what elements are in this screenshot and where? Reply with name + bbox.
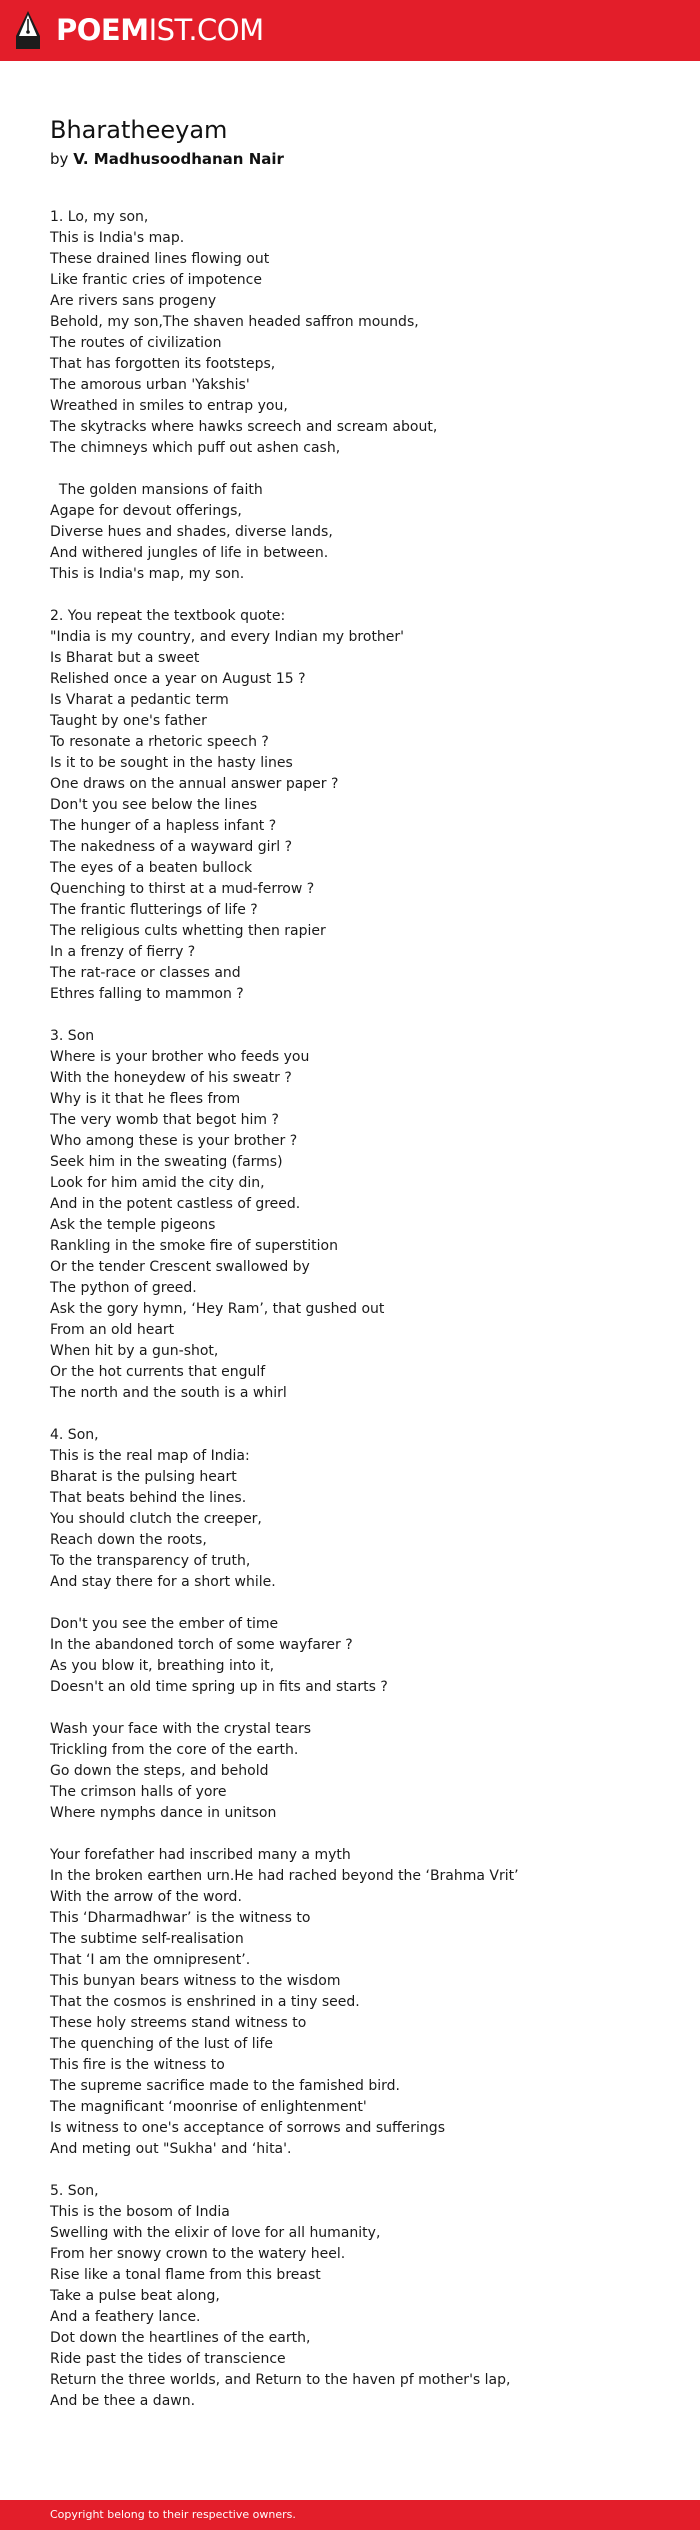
poem-line: Your forefather had inscribed many a myth xyxy=(50,1847,351,1863)
logo-bold-text: POEM xyxy=(56,13,149,47)
poem-line: This is the bosom of India xyxy=(50,2204,230,2220)
poem-line: This bunyan bears witness to the wisdom xyxy=(50,1973,341,1989)
poem-line: Look for him amid the city din, xyxy=(50,1175,265,1191)
logo-wordmark xyxy=(56,10,264,50)
by-label: by xyxy=(50,150,69,168)
poem-line: And in the potent castless of greed. xyxy=(50,1196,301,1212)
poem-body xyxy=(50,207,670,2412)
poem-line: The hunger of a hapless infant ? xyxy=(50,818,277,834)
poem-line: And stay there for a short while. xyxy=(50,1574,276,1590)
poem-line: To resonate a rhetoric speech ? xyxy=(50,734,269,750)
poem-line: The quenching of the lust of life xyxy=(50,2036,274,2052)
poem-line: The religious cults whetting then rapier xyxy=(50,923,326,939)
poem-line: Or the tender Crescent swallowed by xyxy=(50,1259,310,1275)
poem-line: Is Bharat but a sweet xyxy=(50,650,200,666)
poem-line: 3. Son xyxy=(50,1028,95,1044)
poem-line: With the honeydew of his sweatr ? xyxy=(50,1070,292,1086)
poem-line: The rat-race or classes and xyxy=(50,965,241,981)
poem-line: Agape for devout offerings, xyxy=(50,503,242,519)
poem-line: And be thee a dawn. xyxy=(50,2393,196,2409)
poem-line: Who among these is your brother ? xyxy=(50,1133,298,1149)
poem-line: The subtime self-realisation xyxy=(50,1931,244,1947)
poem-line: 1. Lo, my son, xyxy=(50,209,149,225)
poem-line: Doesn't an old time spring up in fits and starts ? xyxy=(50,1679,388,1695)
poem-line: The golden mansions of faith xyxy=(50,482,263,498)
stanza xyxy=(50,1026,670,1404)
poem-line: Behold, my son,The shaven headed saffron mounds, xyxy=(50,314,419,330)
poem-line: Go down the steps, and behold xyxy=(50,1763,269,1779)
poem-line: This is India's map. xyxy=(50,230,185,246)
poem-line: In the abandoned torch of some wayfarer ? xyxy=(50,1637,353,1653)
poem-line: Don't you see below the lines xyxy=(50,797,257,813)
poem-line: That has forgotten its footsteps, xyxy=(50,356,276,372)
poem-line: This fire is the witness to xyxy=(50,2057,225,2073)
poem-line: Is witness to one's acceptance of sorrows and sufferings xyxy=(50,2120,445,2136)
poem-line: These holy streems stand witness to xyxy=(50,2015,307,2031)
poem-line: You should clutch the creeper, xyxy=(50,1511,262,1527)
poem-line: 4. Son, xyxy=(50,1427,99,1443)
poem-line: The routes of civilization xyxy=(50,335,222,351)
poem-line: Return the three worlds, and Return to the haven pf mother's lap, xyxy=(50,2372,511,2388)
stanza xyxy=(50,1719,670,1824)
poem-line: These drained lines flowing out xyxy=(50,251,270,267)
poem-line: With the arrow of the word. xyxy=(50,1889,242,1905)
poem-line: Why is it that he flees from xyxy=(50,1091,241,1107)
poem-line: To the transparency of truth, xyxy=(50,1553,251,1569)
poem-line: In a frenzy of fierry ? xyxy=(50,944,196,960)
poem-line: And meting out "Sukha' and ‘hita'. xyxy=(50,2141,292,2157)
poem-line: The frantic flutterings of life ? xyxy=(50,902,258,918)
poem-line: That the cosmos is enshrined in a tiny seed. xyxy=(50,1994,360,2010)
poem-line: Where is your brother who feeds you xyxy=(50,1049,310,1065)
poem-line: Where nymphs dance in unitson xyxy=(50,1805,277,1821)
poem-line: The very womb that begot him ? xyxy=(50,1112,279,1128)
poem-line: Reach down the roots, xyxy=(50,1532,207,1548)
poem-line: As you blow it, breathing into it, xyxy=(50,1658,275,1674)
quill-nib-icon xyxy=(14,10,42,50)
poem-content xyxy=(50,115,670,2433)
poem-line: The supreme sacrifice made to the famished bird. xyxy=(50,2078,400,2094)
poem-line: This is the real map of India: xyxy=(50,1448,250,1464)
poem-line: 2. You repeat the textbook quote: xyxy=(50,608,286,624)
poem-line: Take a pulse beat along, xyxy=(50,2288,220,2304)
poem-line: And withered jungles of life in between. xyxy=(50,545,329,561)
poem-line: Diverse hues and shades, diverse lands, xyxy=(50,524,333,540)
byline xyxy=(50,149,670,169)
author-link[interactable]: V. Madhusoodhanan Nair xyxy=(73,150,284,168)
poem-line: The eyes of a beaten bullock xyxy=(50,860,253,876)
poem-line: Taught by one's father xyxy=(50,713,207,729)
poem-line: The crimson halls of yore xyxy=(50,1784,227,1800)
poem-line: Rankling in the smoke fire of superstition xyxy=(50,1238,338,1254)
poem-line: Ride past the tides of transcience xyxy=(50,2351,286,2367)
stanza xyxy=(50,1425,670,1593)
poem-line: Dot down the heartlines of the earth, xyxy=(50,2330,311,2346)
poem-line: The nakedness of a wayward girl ? xyxy=(50,839,293,855)
poem-line: That ‘I am the omnipresent’. xyxy=(50,1952,251,1968)
poem-line: The north and the south is a whirl xyxy=(50,1385,287,1401)
poem-line: And a feathery lance. xyxy=(50,2309,201,2325)
stanza xyxy=(50,480,670,585)
poem-line: When hit by a gun-shot, xyxy=(50,1343,219,1359)
poem-line: That beats behind the lines. xyxy=(50,1490,247,1506)
poem-line: Like frantic cries of impotence xyxy=(50,272,262,288)
poem-line: The chimneys which puff out ashen cash, xyxy=(50,440,341,456)
poem-line: Wreathed in smiles to entrap you, xyxy=(50,398,288,414)
top-bar xyxy=(0,0,700,61)
poem-line: Or the hot currents that engulf xyxy=(50,1364,266,1380)
copyright-text: Copyright belong to their respective owners. xyxy=(50,2508,296,2521)
stanza xyxy=(50,1845,670,2160)
poem-line: Don't you see the ember of time xyxy=(50,1616,279,1632)
poem-line: The magnificant ‘moonrise of enlightenment' xyxy=(50,2099,367,2115)
poem-line: Is it to be sought in the hasty lines xyxy=(50,755,293,771)
poem-line: The amorous urban 'Yakshis' xyxy=(50,377,250,393)
poem-line: Are rivers sans progeny xyxy=(50,293,217,309)
poem-line: Is Vharat a pedantic term xyxy=(50,692,229,708)
poem-line: "India is my country, and every Indian my brother' xyxy=(50,629,405,645)
stanza xyxy=(50,2181,670,2412)
poem-line: The python of greed. xyxy=(50,1280,197,1296)
poem-line: Relished once a year on August 15 ? xyxy=(50,671,306,687)
poem-line: Trickling from the core of the earth. xyxy=(50,1742,299,1758)
stanza xyxy=(50,207,670,459)
poem-line: In the broken earthen urn.He had rached beyond the ‘Brahma Vrit’ xyxy=(50,1868,519,1884)
poem-line: Ask the temple pigeons xyxy=(50,1217,216,1233)
poem-line: This is India's map, my son. xyxy=(50,566,245,582)
site-logo[interactable] xyxy=(14,10,264,50)
poem-line: Wash your face with the crystal tears xyxy=(50,1721,312,1737)
stanza xyxy=(50,606,670,1005)
poem-line: One draws on the annual answer paper ? xyxy=(50,776,339,792)
poem-line: Swelling with the elixir of love for all humanity, xyxy=(50,2225,381,2241)
poem-line: From her snowy crown to the watery heel. xyxy=(50,2246,346,2262)
poem-line: 5. Son, xyxy=(50,2183,99,2199)
poem-line: This ‘Dharmadhwar’ is the witness to xyxy=(50,1910,311,1926)
poem-line: Quenching to thirst at a mud-ferrow ? xyxy=(50,881,315,897)
poem-line: Bharat is the pulsing heart xyxy=(50,1469,237,1485)
footer-bar xyxy=(0,2500,700,2530)
poem-line: Ethres falling to mammon ? xyxy=(50,986,244,1002)
poem-line: Seek him in the sweating (farms) xyxy=(50,1154,283,1170)
poem-line: Rise like a tonal flame from this breast xyxy=(50,2267,321,2283)
logo-light-text: IST.COM xyxy=(148,13,264,47)
poem-line: Ask the gory hymn, ‘Hey Ram’, that gushed out xyxy=(50,1301,385,1317)
poem-title: Bharatheeyam xyxy=(50,116,228,144)
stanza xyxy=(50,1614,670,1698)
poem-line: From an old heart xyxy=(50,1322,175,1338)
poem-line: The skytracks where hawks screech and scream about, xyxy=(50,419,438,435)
